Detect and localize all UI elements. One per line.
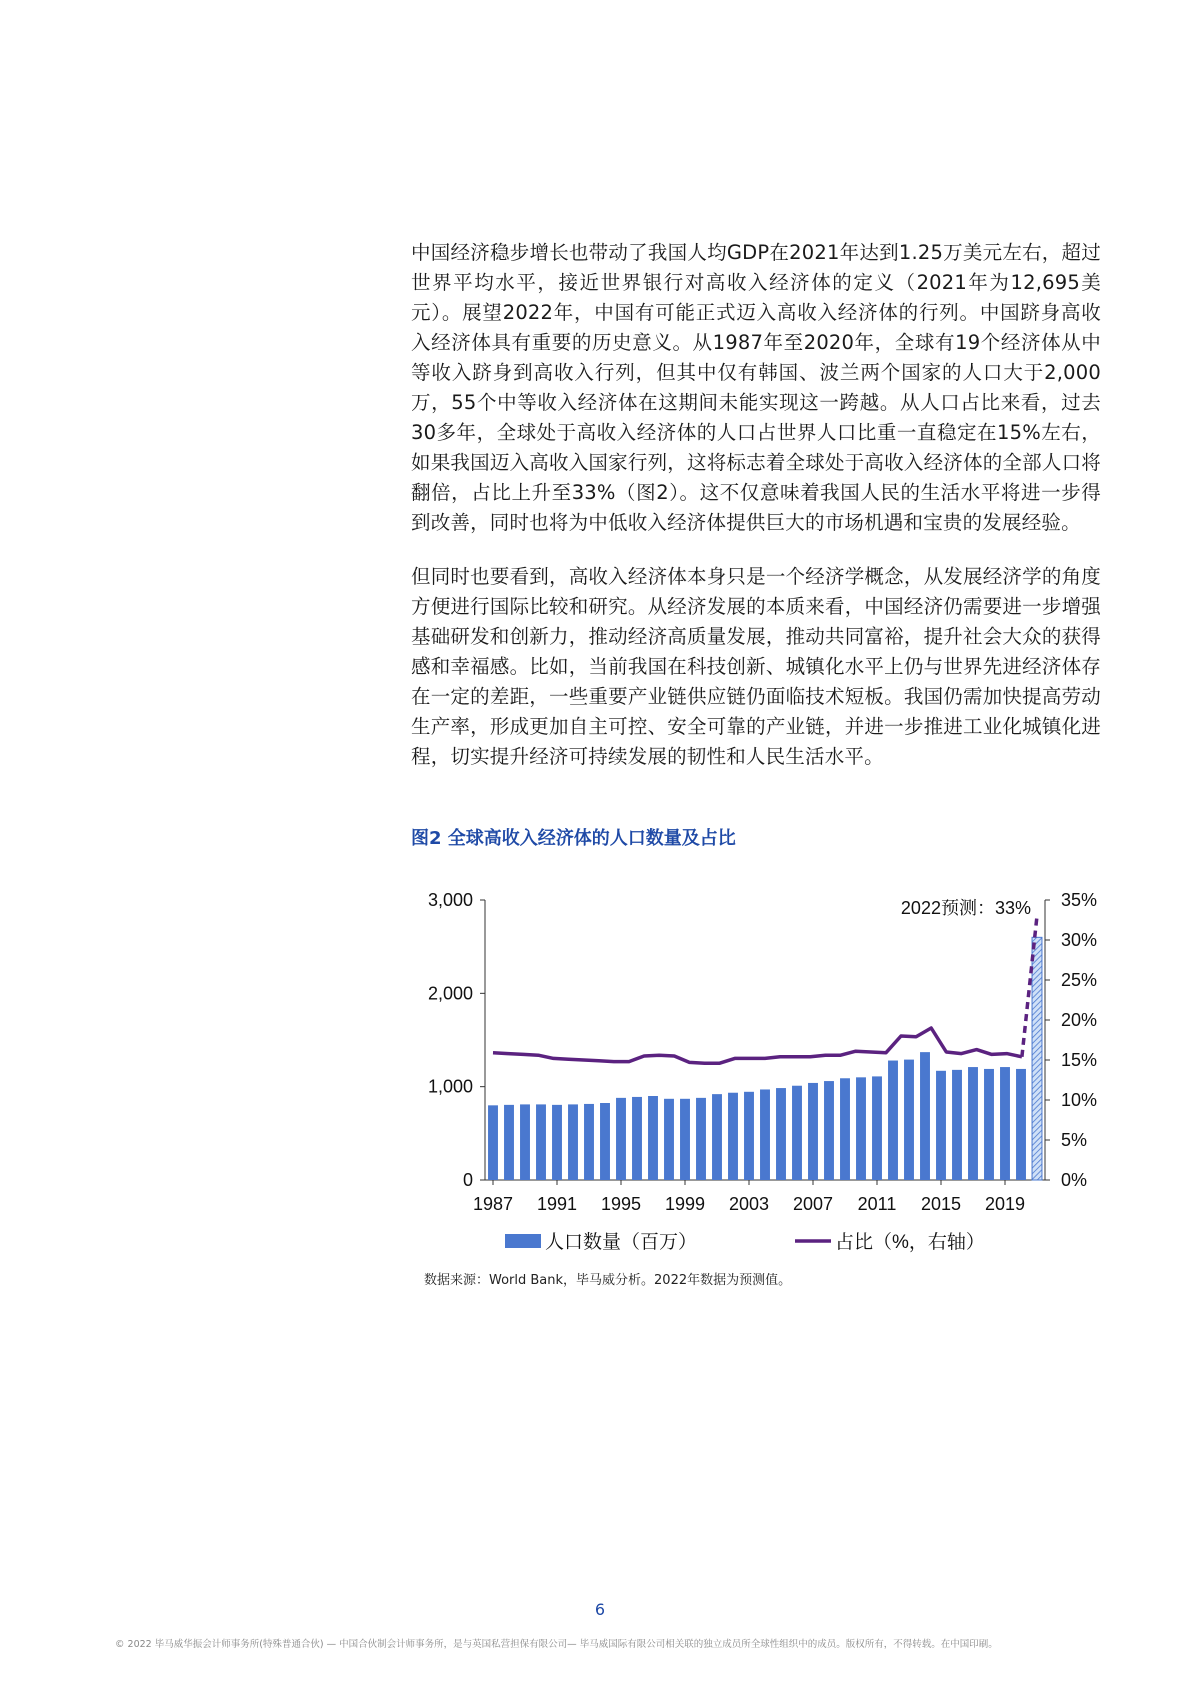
left-tick-label: 1,000 xyxy=(427,1076,473,1097)
population-bar xyxy=(616,1098,626,1180)
body-paragraph-1: 中国经济稳步增长也带动了我国人均GDP在2021年达到1.25万美元左右，超过世界平均水平，接近世界银行对高收入经济体的定义（2021年为12,695美元）。展望2022年，中国有可能正式迈入高收入经济体的行列。中国跻身高收入经济体具有重要的历史意义。从1987年至2020年，全球有19个经济体从中等收入跻身到高收入行列，但其中仅有韩国、波兰两个国家的人口大于2,000万，55个中等收入经济体在这期间未能实现这一跨越。从人口占比来看，过去30多年，全球处于高收入经济体的人口占世界人口比重一直稳定在15%左右，如果我国迈入高收入国家行列，这将标志着全球处于高收入经济体的全部人口将翻倍，占比上升至33%（图2）。这不仅意味着我国人民的生活水平将进一步得到改善，同时也将为中低收入经济体提供巨大的市场机遇和宝贵的发展经验。 xyxy=(411,241,1101,534)
population-bar xyxy=(536,1104,546,1180)
right-tick-label: 15% xyxy=(1061,1050,1098,1070)
left-tick-label: 0 xyxy=(462,1170,473,1190)
x-tick-label: 1995 xyxy=(600,1194,642,1214)
legend-bar-label: 人口数量（百万） xyxy=(545,1232,698,1253)
right-tick-label: 5% xyxy=(1061,1130,1088,1150)
population-bar xyxy=(520,1104,530,1180)
population-bar xyxy=(952,1070,962,1180)
right-tick-label: 35% xyxy=(1061,890,1098,910)
right-tick-label: 25% xyxy=(1061,970,1098,990)
population-bar xyxy=(552,1105,562,1180)
copyright-footer: © 2022 毕马威华振会计师事务所(特殊普通合伙) — 中国合伙制会计师事务所，是与英国私营担保有限公司— 毕马威国际有限公司相关联的独立成员所全球性组织中的成员。版权所有，不得转载。在中国印刷。 xyxy=(115,1639,998,1650)
population-bar xyxy=(776,1088,786,1180)
population-bar xyxy=(648,1096,658,1180)
population-bar xyxy=(728,1093,738,1180)
right-tick-label: 0% xyxy=(1061,1170,1088,1190)
left-tick-label: 3,000 xyxy=(427,890,473,910)
page-number: 6 xyxy=(594,1600,606,1619)
population-bar xyxy=(760,1089,770,1180)
x-tick-label: 2019 xyxy=(984,1194,1026,1214)
population-bar xyxy=(600,1103,610,1180)
population-bar xyxy=(584,1104,594,1180)
population-bar xyxy=(904,1060,914,1180)
right-tick-label: 20% xyxy=(1061,1010,1098,1030)
population-bar xyxy=(792,1086,802,1180)
population-bar xyxy=(856,1077,866,1180)
x-tick-label: 2011 xyxy=(857,1194,897,1214)
legend-line-label: 占比（%，右轴） xyxy=(835,1232,985,1253)
population-bar xyxy=(840,1078,850,1180)
figure-title: 图2 全球高收入经济体的人口数量及占比 xyxy=(411,828,736,849)
population-bar xyxy=(920,1052,930,1180)
population-bar xyxy=(664,1099,674,1180)
population-bar xyxy=(632,1097,642,1180)
body-paragraph-2: 但同时也要看到，高收入经济体本身只是一个经济学概念，从发展经济学的角度方便进行国际比较和研究。从经济发展的本质来看，中国经济仍需要进一步增强基础研发和创新力，推动经济高质量发展，推动共同富裕，提升社会大众的获得感和幸福感。比如，当前我国在科技创新、城镇化水平上仍与世界先进经济体存在一定的差距，一些重要产业链供应链仍面临技术短板。我国仍需加快提高劳动生产率，形成更加自主可控、安全可靠的产业链，并进一步推进工业化城镇化进程，切实提升经济可持续发展的韧性和人民生活水平。 xyxy=(411,565,1101,768)
x-tick-label: 2015 xyxy=(920,1194,962,1214)
population-bar xyxy=(968,1067,978,1180)
right-tick-label: 10% xyxy=(1061,1090,1098,1110)
population-bar xyxy=(888,1061,898,1180)
x-tick-label: 1987 xyxy=(472,1194,514,1214)
share-line xyxy=(493,1028,1022,1063)
population-chart xyxy=(395,860,1125,1265)
population-bar xyxy=(872,1076,882,1180)
forecast-annotation: 2022预测：33% xyxy=(900,898,1031,918)
forecast-bar xyxy=(1032,937,1042,1180)
right-tick-label: 30% xyxy=(1061,930,1098,950)
x-tick-label: 2003 xyxy=(728,1194,770,1214)
population-bar xyxy=(696,1098,706,1180)
population-bar xyxy=(1000,1067,1010,1180)
population-bar xyxy=(712,1094,722,1180)
population-bar xyxy=(568,1104,578,1180)
population-bar xyxy=(504,1105,514,1180)
population-bar xyxy=(984,1069,994,1180)
population-bar xyxy=(488,1105,498,1180)
data-source: 数据来源：World Bank，毕马威分析。2022年数据为预测值。 xyxy=(424,1273,792,1288)
population-bar xyxy=(1016,1069,1026,1180)
legend-bar-swatch xyxy=(505,1234,541,1248)
left-tick-label: 2,000 xyxy=(427,983,473,1004)
x-tick-label: 1999 xyxy=(664,1194,706,1214)
x-tick-label: 2007 xyxy=(792,1194,834,1214)
population-bar xyxy=(936,1071,946,1180)
population-bar xyxy=(680,1099,690,1180)
population-bar xyxy=(744,1092,754,1180)
population-bar xyxy=(824,1081,834,1180)
population-bar xyxy=(808,1083,818,1180)
x-tick-label: 1991 xyxy=(536,1194,578,1214)
